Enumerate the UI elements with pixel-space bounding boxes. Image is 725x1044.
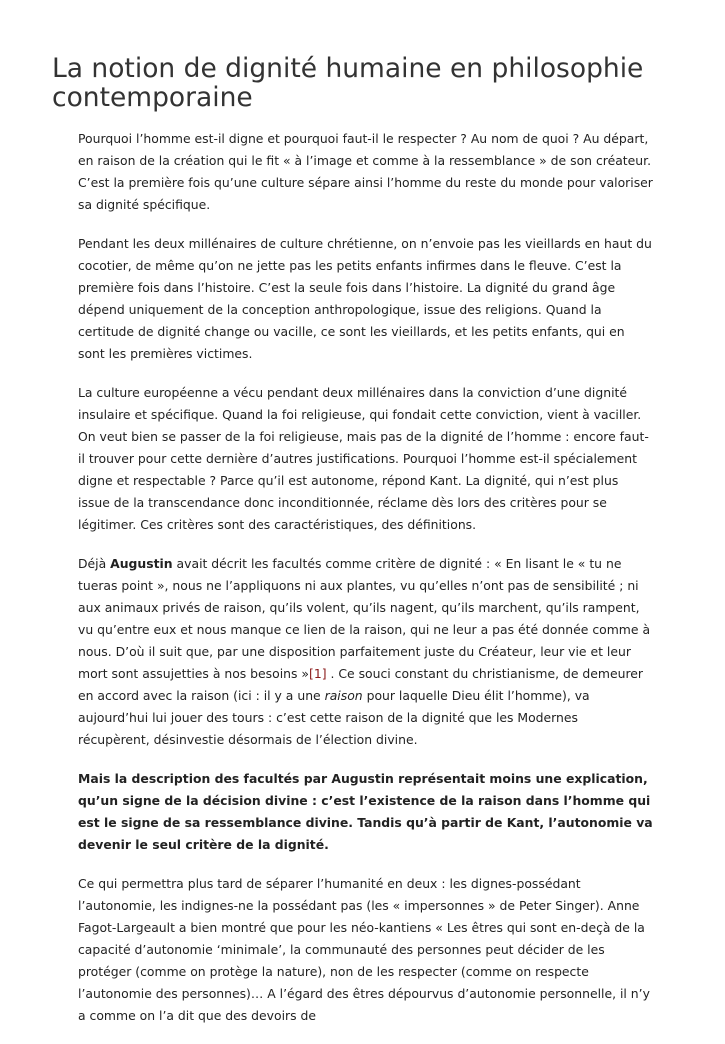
paragraph-4-pre: Déjà xyxy=(78,556,111,571)
paragraph-3: La culture européenne a vécu pendant deux millénaires dans la conviction d’une dignité insulaire et spécifique. Quand la foi religieuse, qui fondait cette conviction, vient à vaciller. On veut bien se passer de la foi religieuse, mais pas de la dignité de l’homme : encore faut-il trouver pour cette dernière d’autres justifications. Pourquoi l’homme est-il spécialement digne et respectable ? Parce qu’il est autonome, répond Kant. La dignité, qui n’est plus issue de la transcendance donc inconditionnée, réclame dès lors des critères pour se légitimer. Ces critères sont des caractéristiques, des définitions. xyxy=(78,385,649,532)
paragraph-2: Pendant les deux millénaires de culture chrétienne, on n’envoie pas les vieillards en haut du cocotier, de même qu’on ne jette pas les petits enfants infirmes dans le fleuve. C’est la première fois dans l’histoire. C’est la seule fois dans l’histoire. La dignité du grand âge dépend uniquement de la conception anthropologique, issue des religions. Quand la certitude de dignité change ou vacille, ce sont les vieillards, et les petits enfants, qui en sont les premières victimes. xyxy=(78,236,652,361)
paragraph-6: Ce qui permettra plus tard de séparer l’humanité en deux : les dignes-possédant l’autonomie, les indignes-ne la possédant pas (les « impersonnes » de Peter Singer). Anne Fagot-Largeault a bien montré que pour les néo-kantiens « Les êtres qui sont en-deçà de la capacité d’autonomie ‘minimale’, la communauté des personnes peut décider de les protéger (comme on protège la nature), non de les respecter (comme on respecte l’autonomie des personnes)… A l’égard des êtres dépourvus d’autonomie personnelle, il n’y a comme on l’a dit que des devoirs de xyxy=(78,876,650,1023)
paragraph-5-bold: Mais la description des facultés par Augustin représentait moins une explication, qu’un signe de la décision divine : c’est l’existence de la raison dans l’homme qui est le signe de sa ressemblance divine. Tandis qu’à partir de Kant, l’autonomie va devenir le seul critère de la dignité. xyxy=(78,771,653,852)
paragraph-4 xyxy=(78,553,653,751)
paragraph-4-end: pour laquelle Dieu élit l’homme), va aujourd’hui lui jouer des tours : c’est cette raison de la dignité que les Modernes récupèrent, désinvestie désormais de l’élection divine. xyxy=(78,688,590,747)
paragraph-4-quote: avait décrit les facultés comme critère de dignité : « En lisant le « tu ne tueras point », nous ne l’appliquons ni aux plantes, vu qu’elles n’ont pas de sensibilité ; ni aux animaux privés de raison, qu’ils volent, qu’ils nagent, qu’ils marchent, qu’ils rampent, vu qu’entre eux et nous manque ce lien de la raison, qui ne leur a pas été donnée comme à nous. D’où il suit que, par une disposition parfaitement juste du Créateur, leur vie et leur mort sont assujetties à nos besoins » xyxy=(78,556,651,681)
paragraph-1: Pourquoi l’homme est-il digne et pourquoi faut-il le respecter ? Au nom de quoi ? Au départ, en raison de la création qui le fit « à l’image et comme à la ressemblance » de son créateur. C’est la première fois qu’une culture sépare ainsi l’homme du reste du monde pour valoriser sa dignité spécifique. xyxy=(78,131,653,212)
paragraph-4-post: . Ce souci constant du christianisme, de demeurer en accord avec la raison (ici : il y a une xyxy=(78,666,643,703)
author-name-augustin: Augustin xyxy=(110,556,173,571)
page-title: La notion de dignité humaine en philosophie contemporaine xyxy=(52,53,644,113)
article-body xyxy=(78,128,653,1044)
italic-raison: raison xyxy=(324,688,363,703)
footnote-link-1[interactable]: [1] xyxy=(308,666,327,681)
